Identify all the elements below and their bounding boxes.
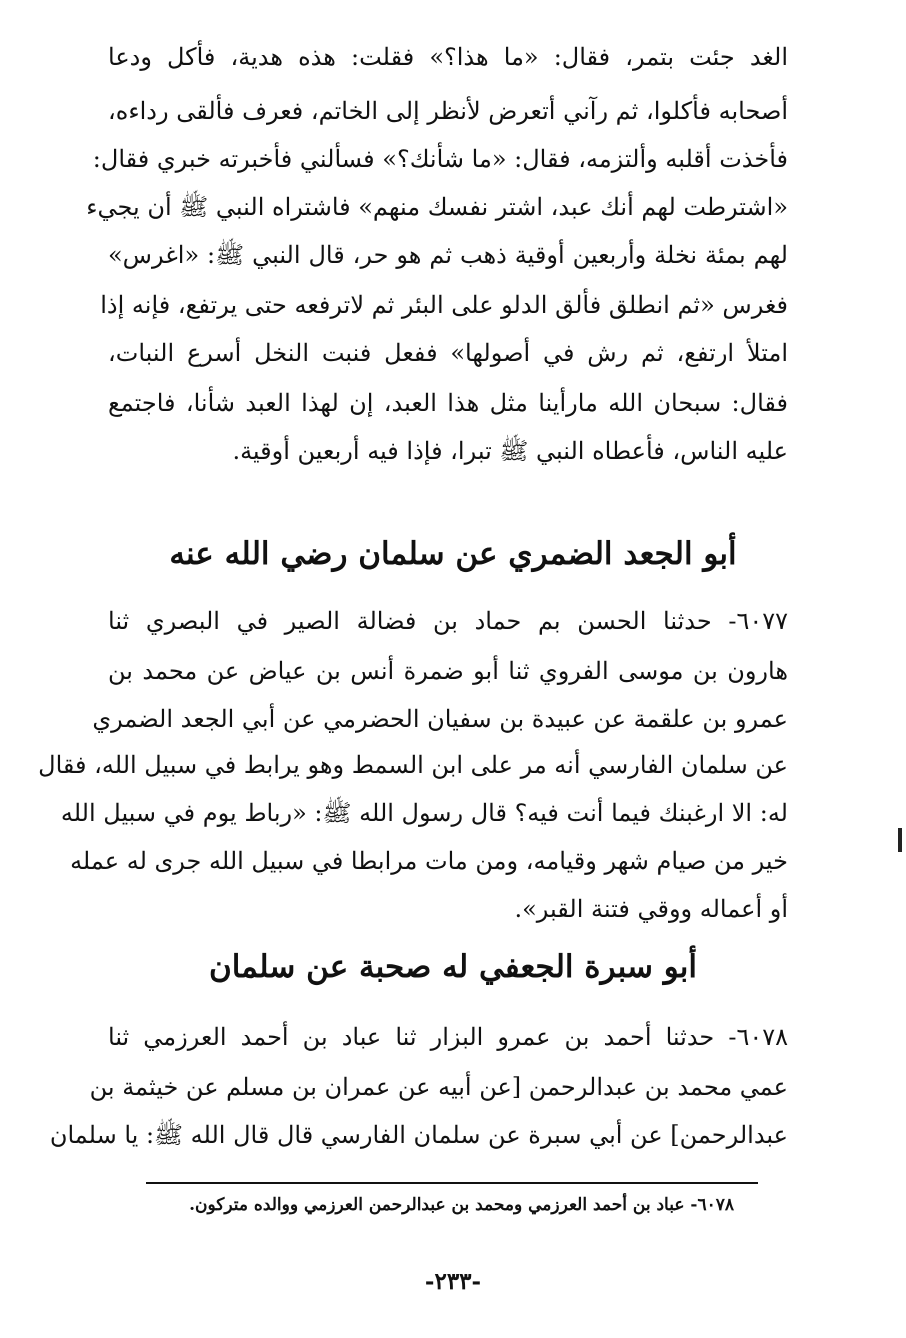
text-line: لهم بمئة نخلة وأربعين أوقية ذهب ثم هو حر، قال النبي ﷺ: «اغرس» bbox=[108, 241, 788, 269]
hadith-line: له: الا ارغبنك فيما أنت فيه؟ قال رسول الله ﷺ: «رباط يوم في سبيل الله bbox=[60, 799, 788, 827]
hadith-line: ٦٠٧٧- حدثنا الحسن بم حماد بن فضالة الصير في البصري ثنا bbox=[108, 607, 788, 635]
hadith-line: ٦٠٧٨- حدثنا أحمد بن عمرو البزار ثنا عباد بن أحمد العرزمي ثنا bbox=[108, 1023, 789, 1051]
scan-edge-mark bbox=[898, 828, 902, 852]
text-line: عليه الناس، فأعطاه النبي ﷺ تبرا، فإذا فيه أربعين أوقية. bbox=[232, 437, 788, 465]
text-line: أصحابه فأكلوا، ثم رآني أتعرض لأنظر إلى الخاتم، فعرف فألقى رداءه، bbox=[108, 97, 788, 125]
page-number: -٢٣٣- bbox=[424, 1268, 482, 1295]
hadith-line: عمي محمد بن عبدالرحمن [عن أبيه عن عمران بن مسلم عن خيثمة بن bbox=[89, 1073, 788, 1101]
text-line: فأخذت أقلبه وألتزمه، فقال: «ما شأنك؟» فسألني فأخبرته خبري فقال: bbox=[92, 145, 788, 173]
hadith-line: عن سلمان الفارسي أنه مر على ابن السمط وهو يرابط في سبيل الله، فقال bbox=[38, 751, 788, 779]
section-heading: أبو سبرة الجعفي له صحبة عن سلمان bbox=[208, 949, 698, 985]
footnote: ٦٠٧٨- عباد بن أحمد العرزمي ومحمد بن عبدالرحمن العرزمي ووالده متركون. bbox=[189, 1195, 734, 1215]
section-heading: أبو الجعد الضمري عن سلمان رضي الله عنه bbox=[169, 536, 737, 572]
hadith-line: عبدالرحمن] عن أبي سبرة عن سلمان الفارسي قال قال الله ﷺ: يا سلمان bbox=[49, 1121, 788, 1149]
text-line: «اشترطت لهم أنك عبد، اشتر نفسك منهم» فاشتراه النبي ﷺ أن يجيء bbox=[86, 193, 788, 221]
hadith-line: هارون بن موسى الفروي ثنا أبو ضمرة أنس بن عياض عن محمد بن bbox=[108, 657, 788, 685]
hadith-line: خير من صيام شهر وقيامه، ومن مات مرابطا في سبيل الله جرى له عمله bbox=[70, 847, 788, 875]
text-line: فغرس «ثم انطلق فألق الدلو على البئر ثم لاترفعه حتى يرتفع، فإنه إذا bbox=[100, 291, 788, 319]
text-line: فقال: سبحان الله مارأينا مثل هذا العبد، إن لهذا العبد شأنا، فاجتمع bbox=[108, 389, 788, 417]
text-line: الغد جئت بتمر، فقال: «ما هذا؟» فقلت: هذه هدية، فأكل ودعا bbox=[108, 43, 788, 71]
hadith-line: عمرو بن علقمة عن عبيدة بن سفيان الحضرمي عن أبي الجعد الضمري bbox=[92, 705, 788, 733]
text-line: امتلأ ارتفع، ثم رش في أصولها» ففعل فنبت النخل أسرع النبات، bbox=[108, 339, 788, 367]
hadith-line: أو أعماله ووقي فتنة القبر». bbox=[514, 895, 788, 923]
footnote-divider bbox=[146, 1182, 758, 1184]
